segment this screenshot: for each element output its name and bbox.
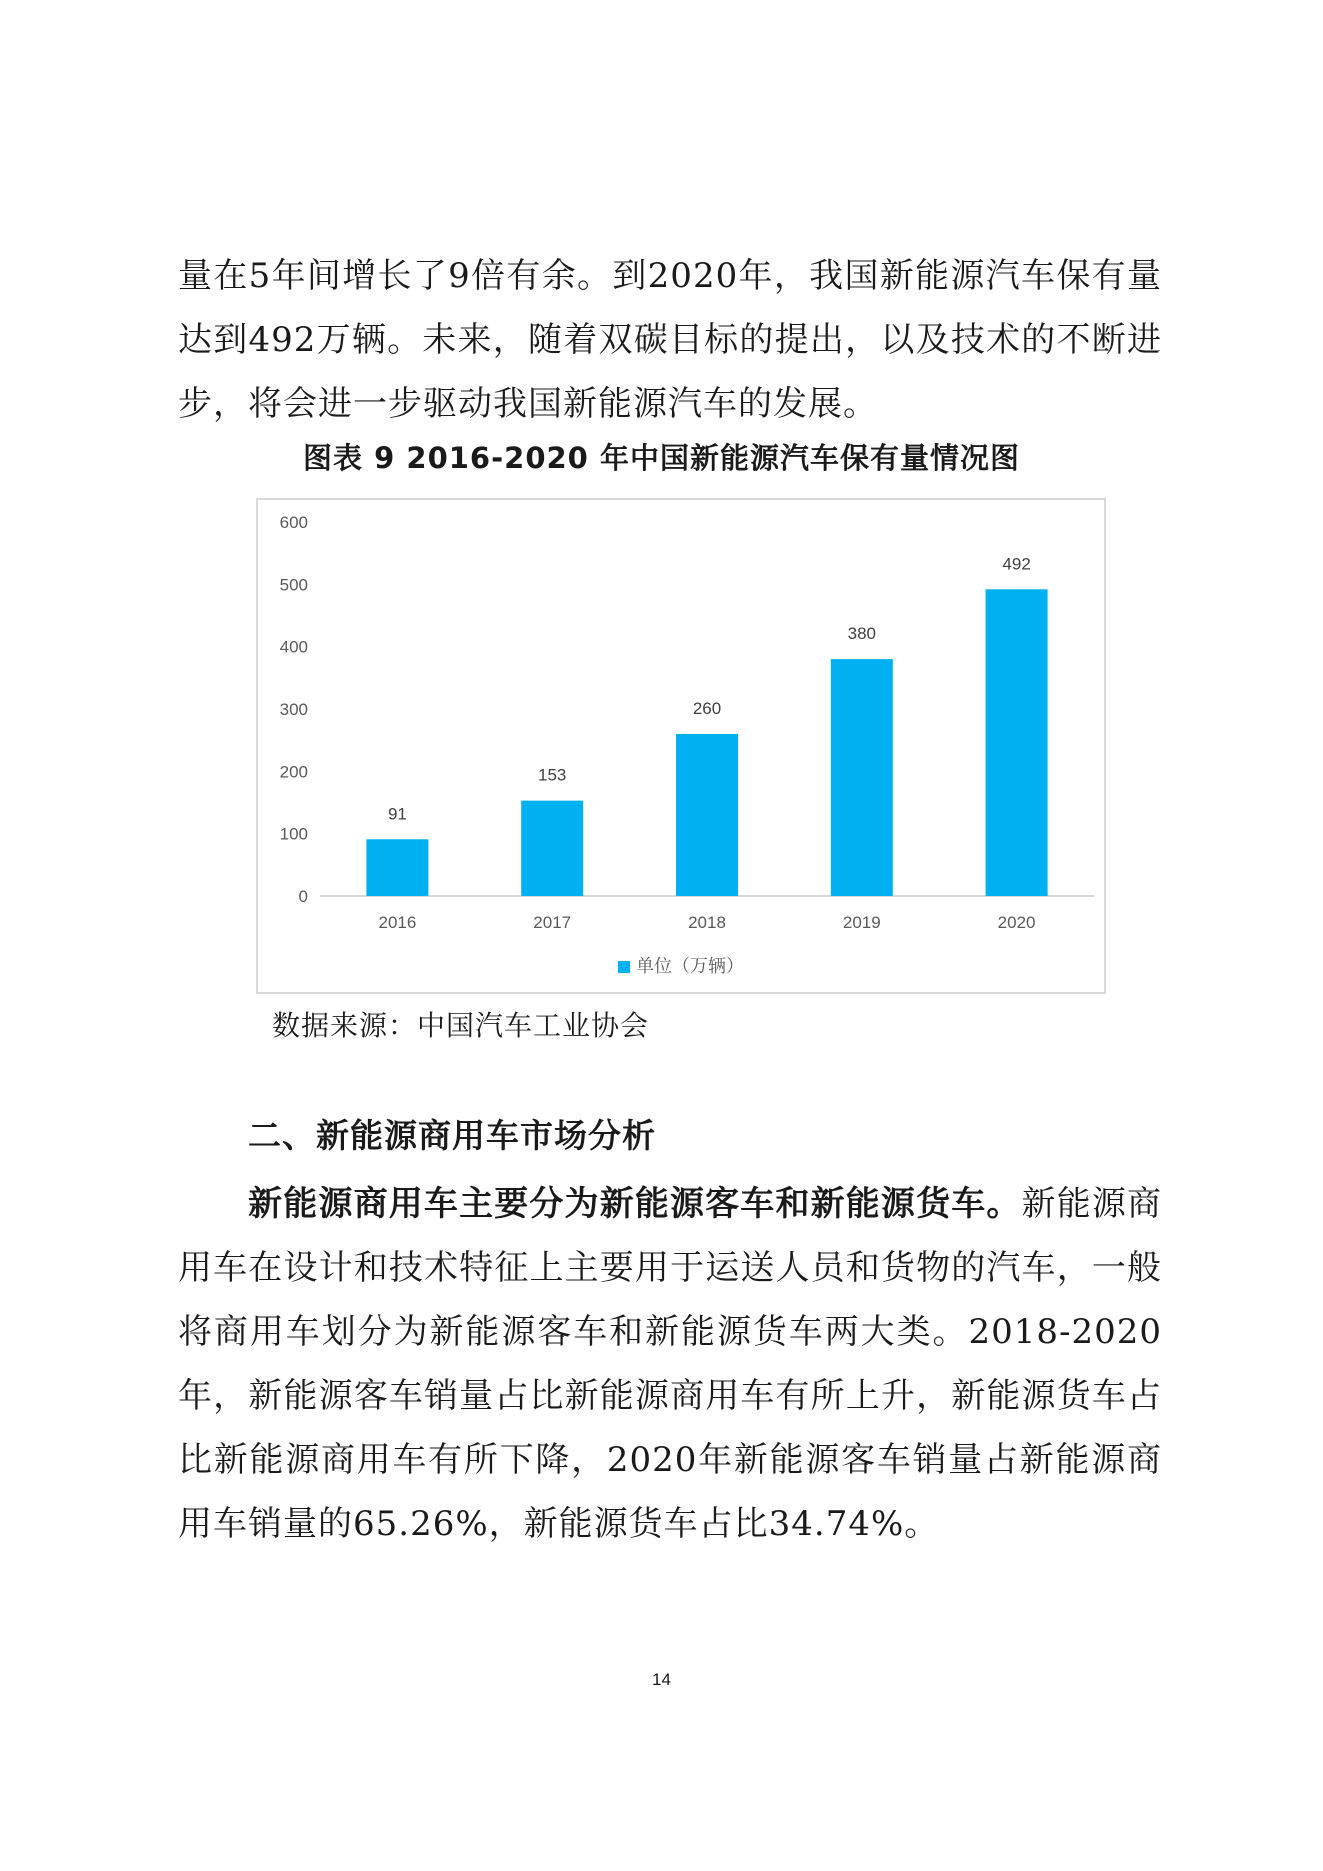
x-tick-label-2016: 2016: [378, 913, 417, 932]
body-text: 新能源商用车在设计和技术特征上主要用于运送人员和货物的汽车，一般将商用车划分为新能源客车和新能源货车两大类。2018-2020年，新能源客车销量占比新能源商用车有所上升，新能源货车占比新能源商用车有所下降，2020年新能源客车销量占新能源商用车销量的65.26%，新能源货车占比34.74%。: [178, 1184, 1163, 1544]
x-tick-label-2020: 2020: [997, 913, 1036, 932]
data-label-2017: 153: [538, 765, 567, 785]
y-tick-label: 200: [279, 762, 308, 782]
bar-2016: [366, 839, 428, 896]
y-tick-label: 0: [298, 887, 308, 906]
section-heading: 二、新能源商用车市场分析: [248, 1116, 656, 1155]
data-label-2020: 492: [1002, 554, 1031, 574]
x-tick-label-2017: 2017: [533, 913, 572, 932]
figure-source: 数据来源：中国汽车工业协会: [272, 1009, 650, 1042]
intro-paragraph: 量在5年间增长了9倍有余。到2020年，我国新能源汽车保有量达到492万辆。未来，随着双碳目标的提出，以及技术的不断进步，将会进一步驱动我国新能源汽车的发展。: [178, 256, 1162, 424]
bar-2020: [986, 589, 1048, 896]
bar-chart: [256, 498, 1106, 994]
y-tick-label: 500: [279, 575, 308, 595]
y-tick-label: 600: [279, 513, 308, 532]
x-tick-label-2018: 2018: [688, 913, 726, 932]
legend-swatch: [618, 961, 630, 973]
data-label-2018: 260: [692, 698, 722, 718]
figure-caption: 图表 9 2016-2020 年中国新能源汽车保有量情况图: [303, 441, 1020, 475]
y-tick-label: 300: [279, 700, 308, 719]
chart-legend: [258, 952, 1104, 978]
y-tick-label: 100: [279, 824, 308, 844]
legend-label: 单位（万辆）: [636, 956, 744, 977]
commercial-paragraph: [178, 1172, 1162, 1556]
data-label-2016: 91: [387, 804, 407, 824]
lead-sentence: 新能源商用车主要分为新能源客车和新能源货车。: [248, 1184, 1022, 1224]
bar-2019: [831, 659, 893, 896]
y-tick-label: 400: [279, 637, 308, 657]
data-label-2019: 380: [847, 624, 876, 644]
bar-2017: [521, 801, 583, 896]
x-tick-label-2019: 2019: [842, 913, 881, 932]
chart-canvas: [258, 500, 1104, 992]
page-number: 14: [652, 1670, 671, 1689]
bar-2018: [676, 734, 738, 896]
